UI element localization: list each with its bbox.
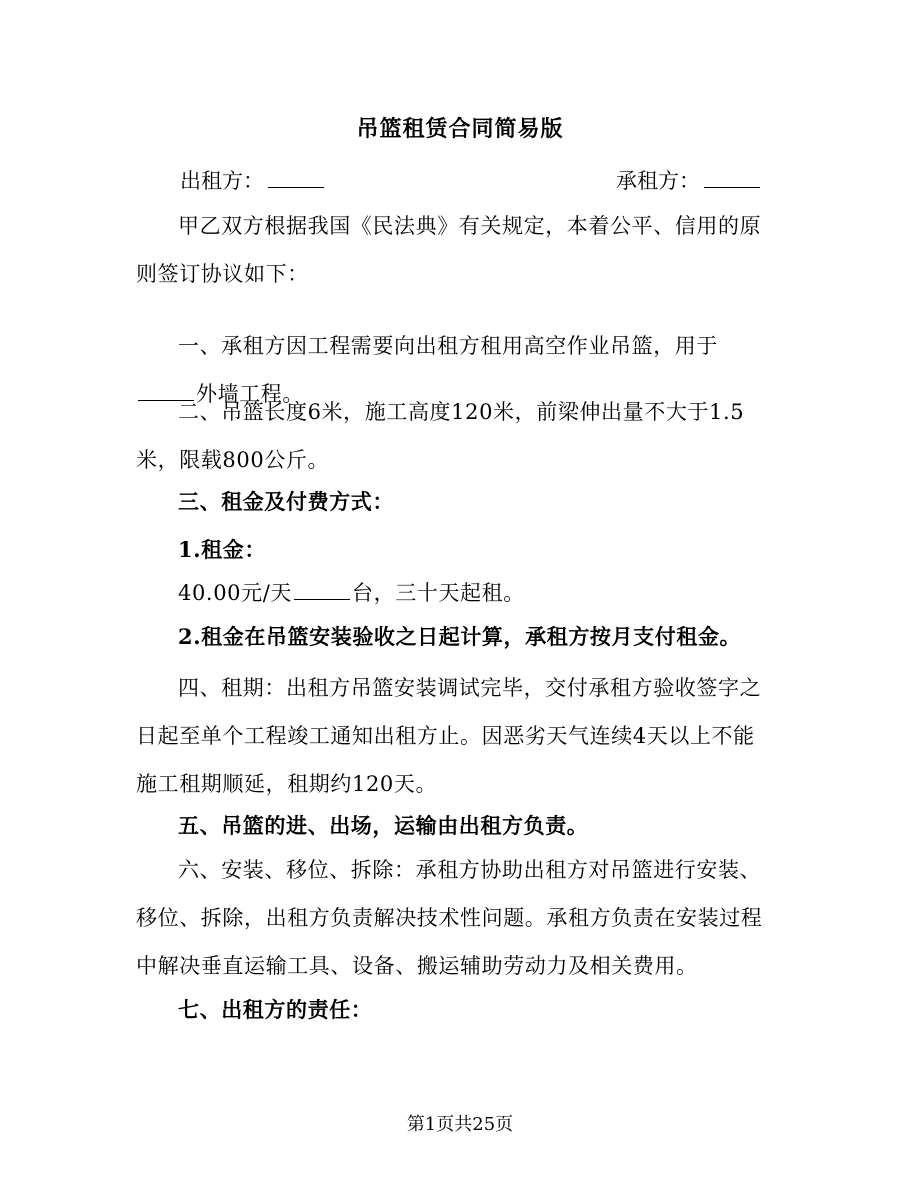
page-number: 第1页共25页 — [406, 1114, 514, 1135]
rent-line — [136, 569, 776, 617]
rent-rate: 40.00元/天 — [178, 581, 292, 605]
rent-terms: 台，三十天起租。 — [352, 581, 525, 605]
clause-1-tail: 外墙工程。 — [196, 382, 304, 406]
lessor-label: 出租方： — [180, 169, 264, 193]
document-title: 吊篮租赁合同简易版 — [356, 116, 564, 142]
clause-3-1-heading: 1.租金： — [178, 537, 266, 562]
parties-line — [180, 165, 760, 195]
clause-1-text: 一、承租方因工程需要向出租方租用高空作业吊篮，用于 — [178, 334, 718, 358]
clause-2: 二、吊篮长度6米，施工高度120米，前梁伸出量不大于1.5米，限载800公斤。 — [136, 400, 745, 472]
lessor-blank — [268, 167, 324, 188]
lessee-blank — [704, 167, 760, 188]
clause-3-heading: 三、租金及付费方式： — [178, 489, 394, 514]
clause-3-2: 2.租金在吊篮安装验收之日起计算，承租方按月支付租金。 — [178, 624, 742, 649]
lessor-field — [180, 165, 324, 195]
clause-5: 五、吊篮的进、出场，运输由出租方负责。 — [178, 813, 589, 838]
lessee-label: 承租方： — [616, 169, 700, 193]
lessee-field — [616, 165, 760, 195]
clause-7-heading: 七、出租方的责任： — [178, 997, 373, 1022]
rent-count-blank — [294, 579, 350, 600]
clause-6: 六、安装、移位、拆除：承租方协助出租方对吊篮进行安装、移位、拆除，出租方负责解决技术性问题。承租方负责在安装过程中解决垂直运输工具、设备、搬运辅助劳动力及相关费用。 — [136, 858, 763, 978]
clause-4: 四、租期：出租方吊篮安装调试完毕，交付承租方验收签字之日起至单个工程竣工通知出租方止。因恶劣天气连续4天以上不能施工租期顺延，租期约120天。 — [136, 676, 762, 796]
intro-paragraph: 甲乙双方根据我国《民法典》有关规定，本着公平、信用的原则签订协议如下： — [136, 214, 762, 286]
